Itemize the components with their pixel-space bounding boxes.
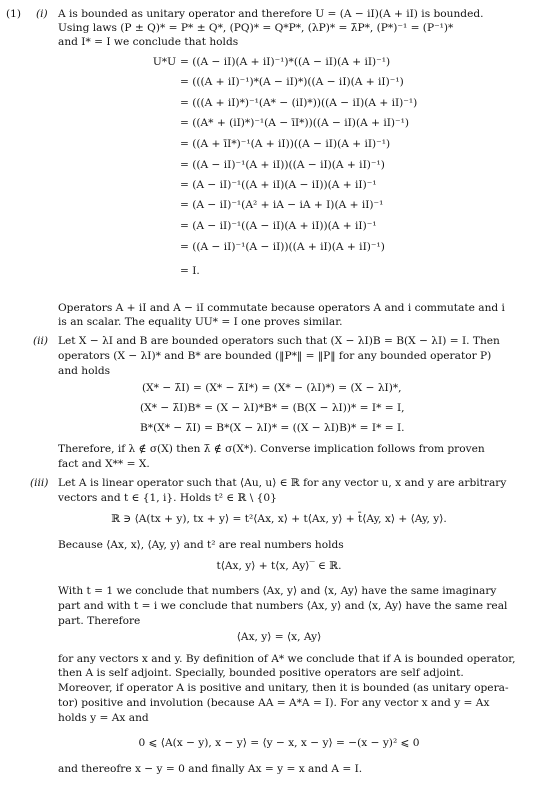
part-ii-equation: (X* − λ̄I)B* = (X − λI)*B* = (B(X − λI))* = I* = I, [140,402,405,414]
part-i-label: (i) [36,8,48,20]
part-i-equation-step: = ((A − iI)⁻¹(A + iI))((A − iI)(A + iI)⁻¹) [180,159,385,171]
part-iii-text-line: Because ⟨Ax, x⟩, ⟨Ay, y⟩ and t² are real numbers holds [58,539,344,551]
part-iii-intro-line: vectors and t ∈ {1, i}. Holds t² ∈ ℝ \ {0} [58,492,277,504]
part-iii-label: (iii) [30,477,49,489]
part-iii-equation-3: ⟨Ax, y⟩ = ⟨x, Ay⟩ [236,631,322,643]
part-ii-outro-line: fact and X** = X. [58,458,150,470]
part-ii-intro-line: Let X − λI and B are bounded operators such that (X − λI)B = B(X − λI) = I. Then [58,335,500,347]
part-i-outro-line: Operators A + iI and A − iI commutate because operators A and i commutate and i [58,302,505,314]
part-i-equation-step: = ((A + īI*)⁻¹(A + iI))((A − iI)(A + iI)⁻¹) [180,138,391,150]
part-i-equation-step: = (A − iI)⁻¹(A² + iA − iA + I)(A + iI)⁻¹ [180,199,384,211]
part-iii-equation-2: t⟨Ax, y⟩ + t⟨x, Ay⟩‾ ∈ ℝ. [216,560,342,572]
part-i-equation-step: = I. [180,265,200,277]
part-iii-final-line: and thereofre x − y = 0 and finally Ax = y = x and A = I. [58,763,363,775]
part-iii-text-line: holds y = Ax and [58,712,149,724]
part-i-intro-line: A is bounded as unitary operator and therefore U = (A − iI)(A + iI) is bounded. [58,8,484,20]
part-i-intro-line: Using laws (P ± Q)* = P* ± Q*, (PQ)* = Q*P*, (λP)* = λ̄P*, (P*)⁻¹ = (P⁻¹)* [58,22,454,34]
part-ii-intro-line: and holds [58,365,111,377]
part-ii-outro-line: Therefore, if λ ∉ σ(X) then λ̄ ∉ σ(X*). Converse implication follows from proven [58,443,485,455]
part-iii-text-line: then A is self adjoint. Specially, bounded positive operators are self adjoint. [58,667,464,679]
part-iii-equation-1: ℝ ∋ ⟨A(tx + y), tx + y⟩ = t²⟨Ax, x⟩ + t⟨Ax, y⟩ + t̄⟨Ay, x⟩ + ⟨Ay, y⟩. [111,513,447,525]
part-i-equation-step: = (A − iI)⁻¹((A + iI)(A − iI))(A + iI)⁻¹ [180,179,377,191]
part-iii-text-line: With t = 1 we conclude that numbers ⟨Ax, y⟩ and ⟨x, Ay⟩ have the same imaginary [58,585,497,597]
part-i-equation-step: = ((A − iI)(A + iI)⁻¹)*((A − iI)(A + iI)⁻¹) [180,56,391,68]
part-i-equation-step: = (A − iI)⁻¹((A − iI)(A + iI))(A + iI)⁻¹ [180,220,377,232]
part-i-outro-line: is an scalar. The equality UU* = I one proves similar. [58,316,343,328]
part-iii-equation-4: 0 ⩽ ⟨A(x − y), x − y⟩ = ⟨y − x, x − y⟩ = −(x − y)² ⩽ 0 [138,737,420,749]
part-iii-text-line: for any vectors x and y. By definition of A* we conclude that if A is bounded operator, [58,653,516,665]
part-iii-text-line: tor) positive and involution (because AA = A*A = I). For any vector x and y = Ax [58,697,490,709]
part-ii-equation: (X* − λ̄I) = (X* − λ̄I*) = (X* − (λI)*) = (X − λI)*, [142,382,402,394]
part-i-equation-step: = (((A + iI)*)⁻¹(A* − (iI)*))((A − iI)(A + iI)⁻¹) [180,97,418,109]
part-ii-intro-line: operators (X − λI)* and B* are bounded (‖P*‖ = ‖P‖ for any bounded operator P) [58,350,492,362]
part-i-equation-lhs: U*U [152,56,176,68]
problem-number: (1) [6,8,22,20]
part-i-intro-line: and I* = I we conclude that holds [58,36,239,48]
part-iii-text-line: part. Therefore [58,615,141,627]
part-iii-text-line: part and with t = i we conclude that numbers ⟨Ax, y⟩ and ⟨x, Ay⟩ have the same real [58,600,508,612]
part-iii-intro-line: Let A is linear operator such that ⟨Au, u⟩ ∈ ℝ for any vector u, x and y are arbitrary [58,477,507,489]
part-ii-equation: B*(X* − λ̄I) = B*(X − λI)* = ((X − λI)B)* = I* = I. [140,422,405,434]
part-ii-label: (ii) [33,335,49,347]
part-i-equation-step: = ((A* + (iI)*)⁻¹(A − īI*))((A − iI)(A + iI)⁻¹) [180,117,410,129]
part-i-equation-step: = (((A + iI)⁻¹)*(A − iI)*)((A − iI)(A + iI)⁻¹) [180,76,404,88]
part-i-equation-step: = ((A − iI)⁻¹(A − iI))((A + iI)(A + iI)⁻¹) [180,241,385,253]
part-iii-text-line: Moreover, if operator A is positive and unitary, then it is bounded (as unitary opera- [58,682,509,694]
